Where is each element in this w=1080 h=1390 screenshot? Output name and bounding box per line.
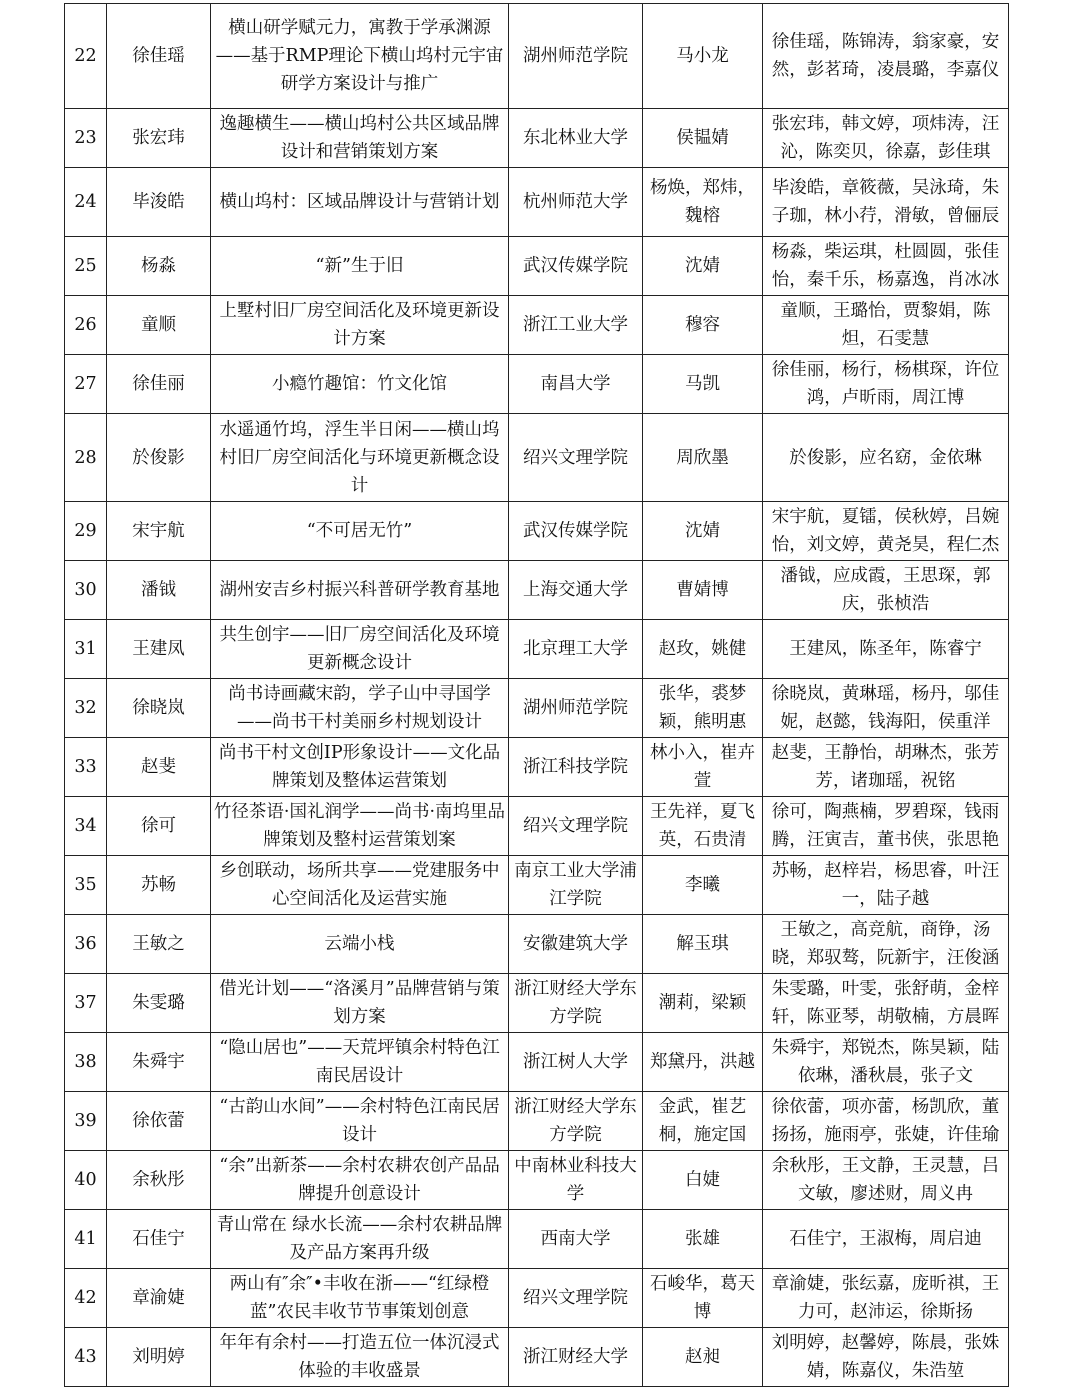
team-leader: 徐晓岚	[107, 679, 211, 738]
team-leader: 章渝婕	[107, 1269, 211, 1328]
project-title: 水遥通竹坞，浮生半日闲——横山坞村旧厂房空间活化与环境更新概念设计	[211, 414, 509, 502]
team-leader: 毕浚皓	[107, 168, 211, 237]
project-title: 共生创宇——旧厂房空间活化及环境更新概念设计	[211, 620, 509, 679]
table-row	[65, 738, 1009, 797]
school-name: 安徽建筑大学	[509, 915, 643, 974]
team-leader: 余秋彤	[107, 1151, 211, 1210]
table-row	[65, 856, 1009, 915]
advisor-names: 马凯	[643, 355, 763, 414]
advisor-names: 金武，崔艺桐，施定国	[643, 1092, 763, 1151]
school-name: 南昌大学	[509, 355, 643, 414]
advisor-names: 郑黛丹，洪越	[643, 1033, 763, 1092]
row-number: 42	[65, 1269, 107, 1328]
school-name: 武汉传媒学院	[509, 237, 643, 296]
team-members: 朱舜宇，郑锐杰，陈昊颖，陆依琳，潘秋晨，张子文	[763, 1033, 1009, 1092]
entries-table	[64, 3, 1009, 1387]
team-members: 於俊影，应名窈，金依琳	[763, 414, 1009, 502]
project-title: 青山常在 绿水长流——余村农耕品牌及产品方案再升级	[211, 1210, 509, 1269]
table-row	[65, 1210, 1009, 1269]
project-title: 竹径茶语·国礼润学——尚书·南坞里品牌策划及整村运营策划案	[211, 797, 509, 856]
school-name: 浙江财经大学	[509, 1328, 643, 1387]
team-leader: 潘钺	[107, 561, 211, 620]
advisor-names: 马小龙	[643, 4, 763, 109]
project-title: 尚书诗画藏宋韵，学子山中寻国学——尚书干村美丽乡村规划设计	[211, 679, 509, 738]
school-name: 西南大学	[509, 1210, 643, 1269]
team-leader: 王敏之	[107, 915, 211, 974]
table-row	[65, 355, 1009, 414]
school-name: 湖州师范学院	[509, 4, 643, 109]
team-members: 毕浚皓，章筱薇，吴泳琦，朱子珈，林小荇，滑敏，曾俪辰	[763, 168, 1009, 237]
team-leader: 赵斐	[107, 738, 211, 797]
team-leader: 徐可	[107, 797, 211, 856]
school-name: 杭州师范大学	[509, 168, 643, 237]
row-number: 43	[65, 1328, 107, 1387]
team-members: 徐晓岚，黄琳瑶，杨丹，邬佳妮，赵懿，钱海阳，侯重洋	[763, 679, 1009, 738]
advisor-names: 赵玫，姚健	[643, 620, 763, 679]
project-title: 上墅村旧厂房空间活化及环境更新设计方案	[211, 296, 509, 355]
school-name: 浙江工业大学	[509, 296, 643, 355]
team-members: 宋宇航，夏镭，侯秋婷，吕婉怡，刘文婷，黄尧昊，程仁杰	[763, 502, 1009, 561]
project-title: 云端小栈	[211, 915, 509, 974]
team-members: 石佳宁，王淑梅，周启迪	[763, 1210, 1009, 1269]
row-number: 26	[65, 296, 107, 355]
row-number: 41	[65, 1210, 107, 1269]
table-row	[65, 296, 1009, 355]
advisor-names: 林小入，崔卉萱	[643, 738, 763, 797]
team-members: 童顺，王璐怡，贾黎娟，陈炟，石雯慧	[763, 296, 1009, 355]
row-number: 24	[65, 168, 107, 237]
table-row	[65, 109, 1009, 168]
row-number: 27	[65, 355, 107, 414]
team-leader: 朱舜宇	[107, 1033, 211, 1092]
team-members: 刘明婷，赵馨婷，陈晨，张姝婧，陈嘉仪，朱浩堃	[763, 1328, 1009, 1387]
table-row	[65, 1269, 1009, 1328]
table-row	[65, 4, 1009, 109]
advisor-names: 沈婧	[643, 502, 763, 561]
table-row	[65, 797, 1009, 856]
row-number: 22	[65, 4, 107, 109]
project-title: “古韵山水间”——余村特色江南民居设计	[211, 1092, 509, 1151]
project-title: 尚书干村文创IP形象设计——文化品牌策划及整体运营策划	[211, 738, 509, 797]
team-members: 徐佳瑶，陈锦涛，翁家豪，安然，彭茗琦，凌晨璐，李嘉仪	[763, 4, 1009, 109]
team-members: 苏畅，赵梓岩，杨思睿，叶汪一，陆子越	[763, 856, 1009, 915]
team-members: 徐佳丽，杨行，杨棋琛，许位鸿，卢昕雨，周江博	[763, 355, 1009, 414]
project-title: 横山研学赋元力，寓教于学承渊源——基于RMP理论下横山坞村元宇宙研学方案设计与推广	[211, 4, 509, 109]
team-members: 杨淼，柴运琪，杜圆圆，张佳怡，秦千乐，杨嘉逸，肖冰冰	[763, 237, 1009, 296]
row-number: 23	[65, 109, 107, 168]
school-name: 武汉传媒学院	[509, 502, 643, 561]
row-number: 38	[65, 1033, 107, 1092]
row-number: 29	[65, 502, 107, 561]
team-leader: 徐依蕾	[107, 1092, 211, 1151]
project-title: “余”出新茶——余村农耕农创产品品牌提升创意设计	[211, 1151, 509, 1210]
school-name: 浙江财经大学东方学院	[509, 974, 643, 1033]
advisor-names: 周欣墨	[643, 414, 763, 502]
advisor-names: 侯韫婧	[643, 109, 763, 168]
project-title: “隐山居也”——天荒坪镇余村特色江南民居设计	[211, 1033, 509, 1092]
table-row	[65, 561, 1009, 620]
team-leader: 苏畅	[107, 856, 211, 915]
team-members: 潘钺，应成霞，王思琛，郭庆，张桢浩	[763, 561, 1009, 620]
table-row	[65, 915, 1009, 974]
advisor-names: 赵昶	[643, 1328, 763, 1387]
table-row	[65, 1328, 1009, 1387]
table-row	[65, 168, 1009, 237]
advisor-names: 解玉琪	[643, 915, 763, 974]
table-row	[65, 679, 1009, 738]
table-row	[65, 1092, 1009, 1151]
row-number: 30	[65, 561, 107, 620]
advisor-names: 曹婧博	[643, 561, 763, 620]
school-name: 上海交通大学	[509, 561, 643, 620]
school-name: 中南林业科技大学	[509, 1151, 643, 1210]
team-members: 朱雯璐，叶雯，张舒萌，金梓轩，陈亚琴，胡敬楠，方晨晖	[763, 974, 1009, 1033]
project-title: “新”生于旧	[211, 237, 509, 296]
school-name: 绍兴文理学院	[509, 1269, 643, 1328]
row-number: 33	[65, 738, 107, 797]
project-title: 乡创联动，场所共享——党建服务中心空间活化及运营实施	[211, 856, 509, 915]
team-leader: 於俊影	[107, 414, 211, 502]
table-row	[65, 974, 1009, 1033]
project-title: 横山坞村：区域品牌设计与营销计划	[211, 168, 509, 237]
advisor-names: 杨焕，郑炜，魏榕	[643, 168, 763, 237]
project-title: “不可居无竹”	[211, 502, 509, 561]
team-leader: 朱雯璐	[107, 974, 211, 1033]
school-name: 湖州师范学院	[509, 679, 643, 738]
advisor-names: 王先祥，夏飞英，石贵清	[643, 797, 763, 856]
table-row	[65, 414, 1009, 502]
table-row	[65, 502, 1009, 561]
row-number: 32	[65, 679, 107, 738]
project-title: 借光计划——“洛溪月”品牌营销与策划方案	[211, 974, 509, 1033]
team-leader: 王建凤	[107, 620, 211, 679]
team-members: 徐依蕾，项亦蕾，杨凯欣，董扬扬，施雨亭，张婕，许佳瑜	[763, 1092, 1009, 1151]
team-members: 余秋彤，王文静，王灵慧，吕文敏，廖述财，周义冉	[763, 1151, 1009, 1210]
row-number: 35	[65, 856, 107, 915]
advisor-names: 张华，裘梦颖，熊明惠	[643, 679, 763, 738]
advisor-names: 张雄	[643, 1210, 763, 1269]
table-row	[65, 1151, 1009, 1210]
school-name: 浙江财经大学东方学院	[509, 1092, 643, 1151]
school-name: 浙江树人大学	[509, 1033, 643, 1092]
project-title: 小瘾竹趣馆：竹文化馆	[211, 355, 509, 414]
advisor-names: 穆容	[643, 296, 763, 355]
team-leader: 张宏玮	[107, 109, 211, 168]
row-number: 40	[65, 1151, 107, 1210]
school-name: 绍兴文理学院	[509, 797, 643, 856]
advisor-names: 沈婧	[643, 237, 763, 296]
row-number: 36	[65, 915, 107, 974]
project-title: 两山有″余″•丰收在浙——“红绿橙蓝”农民丰收节节事策划创意	[211, 1269, 509, 1328]
project-title: 年年有余村——打造五位一体沉浸式体验的丰收盛景	[211, 1328, 509, 1387]
row-number: 34	[65, 797, 107, 856]
table-row	[65, 1033, 1009, 1092]
team-leader: 徐佳瑶	[107, 4, 211, 109]
row-number: 31	[65, 620, 107, 679]
advisor-names: 潮莉，梁颖	[643, 974, 763, 1033]
advisor-names: 白婕	[643, 1151, 763, 1210]
team-members: 王建凤，陈圣年，陈睿宁	[763, 620, 1009, 679]
school-name: 浙江科技学院	[509, 738, 643, 797]
school-name: 北京理工大学	[509, 620, 643, 679]
school-name: 东北林业大学	[509, 109, 643, 168]
project-title: 逸趣横生——横山坞村公共区域品牌设计和营销策划方案	[211, 109, 509, 168]
row-number: 37	[65, 974, 107, 1033]
team-leader: 石佳宁	[107, 1210, 211, 1269]
team-leader: 童顺	[107, 296, 211, 355]
team-members: 张宏玮，韩文婷，项炜涛，汪沁，陈奕贝，徐嘉，彭佳琪	[763, 109, 1009, 168]
row-number: 25	[65, 237, 107, 296]
school-name: 绍兴文理学院	[509, 414, 643, 502]
team-leader: 刘明婷	[107, 1328, 211, 1387]
advisor-names: 李曦	[643, 856, 763, 915]
project-title: 湖州安吉乡村振兴科普研学教育基地	[211, 561, 509, 620]
team-members: 赵斐，王静怡，胡琳杰，张芳芳，诸珈瑶，祝铭	[763, 738, 1009, 797]
row-number: 28	[65, 414, 107, 502]
team-leader: 徐佳丽	[107, 355, 211, 414]
table-row	[65, 620, 1009, 679]
entries-body	[65, 4, 1009, 1387]
team-members: 王敏之，高竞航，商铮，汤晓，郑驭骜，阮新宇，汪俊涵	[763, 915, 1009, 974]
table-row	[65, 237, 1009, 296]
row-number: 39	[65, 1092, 107, 1151]
team-members: 徐可，陶燕楠，罗碧琛，钱雨腾，汪寅吉，董书侠，张思艳	[763, 797, 1009, 856]
team-leader: 杨淼	[107, 237, 211, 296]
team-leader: 宋宇航	[107, 502, 211, 561]
school-name: 南京工业大学浦江学院	[509, 856, 643, 915]
team-members: 章渝婕，张纭嘉，庞昕祺，王力可，赵沛运，徐斯扬	[763, 1269, 1009, 1328]
advisor-names: 石峻华，葛天博	[643, 1269, 763, 1328]
